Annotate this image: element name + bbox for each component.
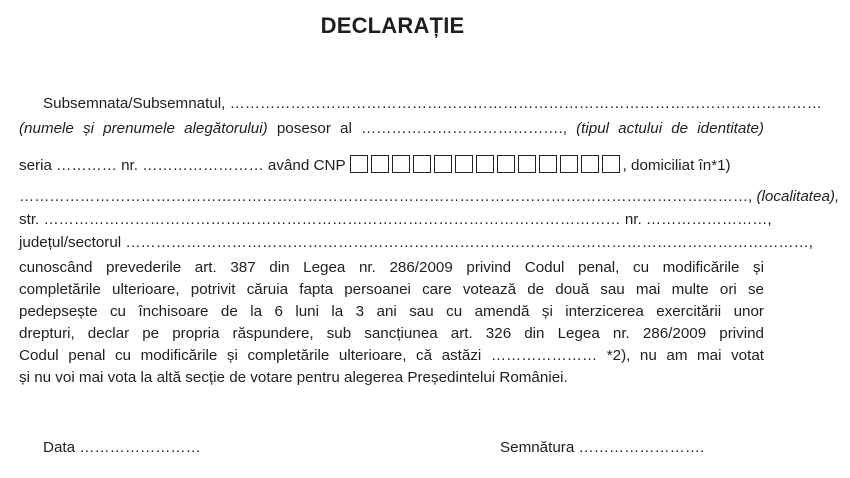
domiciliat-text: , domiciliat în*1) — [622, 157, 731, 174]
paragraph-line-5: Codul penal cu modificările și completările ulterioare, că astăzi ………………… *2), nu am mai votat — [19, 347, 764, 364]
line-identity — [19, 119, 764, 139]
line-localitate — [19, 187, 840, 207]
paragraph-line-6: și nu voi mai vota la altă secție de votare pentru alegerea Președintelui României. — [19, 369, 568, 386]
document-title: DECLARAȚIE — [320, 13, 465, 38]
cnp-digit-box — [581, 155, 599, 173]
cnp-digit-box — [350, 155, 368, 173]
paragraph-line-2: completările ulterioare, potrivit căruia fapta persoanei care votează de două sau mai multe ori se — [19, 281, 764, 298]
cnp-digit-box — [413, 155, 431, 173]
cnp-digit-box — [539, 155, 557, 173]
cnp-boxes — [350, 157, 623, 174]
cnp-digit-box — [497, 155, 515, 173]
paragraph-line-1: cunoscând prevederile art. 387 din Legea nr. 286/2009 privind Codul penal, cu modificările și — [19, 259, 764, 276]
date-field: Data …………………… — [43, 439, 201, 456]
posesor-text: posesor al …………………………………., — [276, 120, 567, 137]
cnp-digit-box — [602, 155, 620, 173]
cnp-digit-box — [392, 155, 410, 173]
paragraph-line-4: drepturi, declar pe propria răspundere, sub sancțiunea art. 326 din Legea nr. 286/2009 privind — [19, 325, 764, 342]
line-strada: str. …………………………………………………………………………………………………… nr. ……………………, — [19, 211, 772, 228]
cnp-digit-box — [476, 155, 494, 173]
paragraph-line-3: pedepsește cu închisoare de la 6 luni la 3 ani sau cu amendă și interzicerea exercitării unor — [19, 303, 764, 320]
line-subsemnatul: Subsemnata/Subsemnatul, ……………………………………………………………………………………………………… — [43, 95, 822, 112]
localitate-dots: ………………………………………………………………………………………………………………………………, — [19, 188, 753, 205]
id-type-hint: (tipul actului de identitate) — [576, 120, 764, 137]
seria-text: seria ………… nr. …………………… având CNP — [19, 157, 346, 174]
cnp-digit-box — [455, 155, 473, 173]
localitate-hint: (localitatea), — [756, 188, 840, 205]
signature-field: Semnătura ……………………. — [500, 439, 705, 456]
name-hint: (numele și prenumele alegătorului) — [19, 120, 268, 137]
line-judet: județul/sectorul ………………………………………………………………………………………………………………………, — [19, 234, 814, 251]
cnp-digit-box — [434, 155, 452, 173]
cnp-digit-box — [371, 155, 389, 173]
line-cnp — [19, 154, 764, 178]
cnp-digit-box — [560, 155, 578, 173]
cnp-digit-box — [518, 155, 536, 173]
